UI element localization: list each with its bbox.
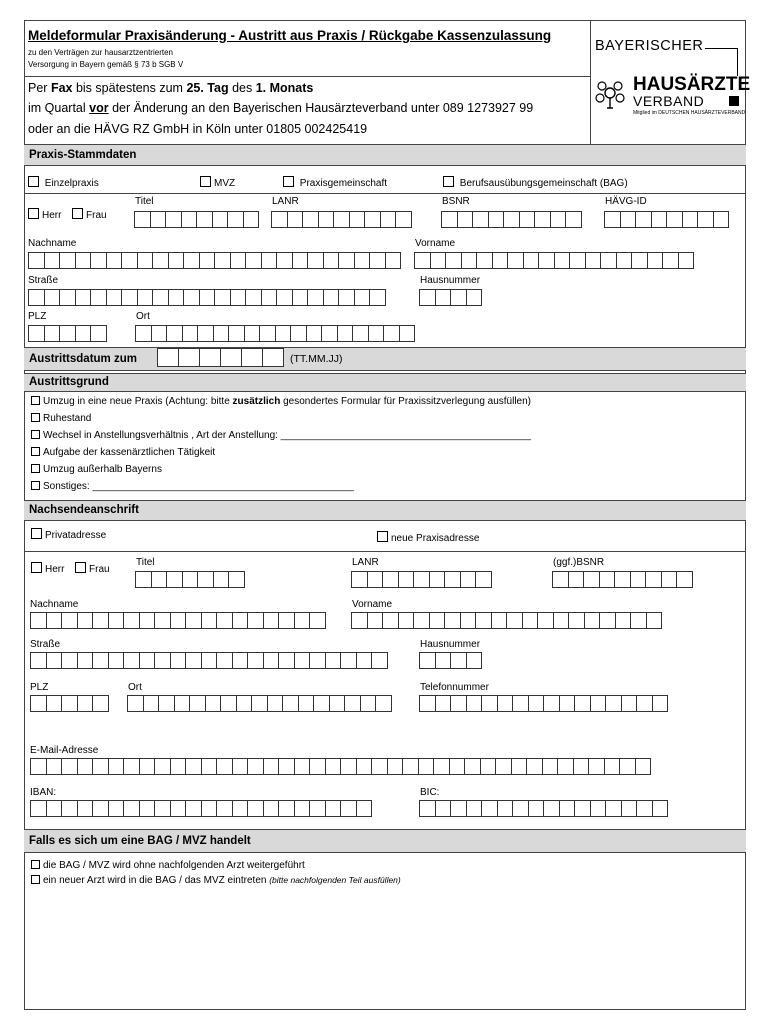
label-vorname: Vorname (415, 238, 456, 249)
label-haevg-id: HÄVG-ID (605, 196, 647, 207)
nachsende-label-lanr: LANR (352, 557, 379, 568)
nachsende-ort-cells[interactable] (127, 695, 392, 712)
nachsende-label-ort: Ort (128, 682, 142, 693)
nachsende-telefon-cells[interactable] (419, 695, 668, 712)
plz-cells[interactable] (28, 325, 107, 342)
nachsende-bic-cells[interactable] (419, 800, 668, 817)
austrittsdatum-cells[interactable] (157, 348, 284, 367)
nachsende-label-iban: IBAN: (30, 787, 57, 798)
nachsende-label-telefon: Telefonnummer (420, 682, 489, 693)
label-lanr: LANR (272, 196, 299, 207)
strasse-cells[interactable] (28, 289, 386, 306)
checkbox-neue-praxisadresse[interactable]: neue Praxisadresse (377, 531, 479, 544)
checkbox-privatadresse[interactable]: Privatadresse (31, 528, 106, 541)
section-austrittsdatum: Austrittsdatum zum (24, 347, 746, 371)
nachsende-label-strasse: Straße (30, 639, 61, 650)
label-bsnr: BSNR (442, 196, 470, 207)
checkbox-bag[interactable]: Berufsausübungsgemeinschaft (BAG) (443, 176, 628, 189)
verband-logo: BAYERISCHER HAUSÄRZTE VERBAND Mitglied im DEUTSCHEN HAUSÄRZTEVERBAND (595, 38, 751, 116)
reason-neue-praxis[interactable]: Umzug in eine neue Praxis (Achtung: bitte zusätzlich gesondertes Formular für Praxissitzverlegung ausfüllen) (31, 396, 531, 407)
nachsende-label-email: E-Mail-Adresse (30, 745, 99, 756)
nachsende-label-vorname: Vorname (352, 599, 393, 610)
date-format-hint: (TT.MM.JJ) (290, 353, 343, 365)
ort-cells[interactable] (135, 325, 415, 342)
label-ort: Ort (136, 311, 150, 322)
nachsende-label-bsnr: (ggf.)BSNR (553, 557, 605, 568)
section-bag-mvz: Falls es sich um eine BAG / MVZ handelt (24, 829, 746, 853)
nachsende-vorname-cells[interactable] (351, 612, 662, 629)
nachsende-titel-cells[interactable] (135, 571, 245, 588)
reason-ruhestand[interactable]: Ruhestand (31, 413, 91, 424)
nachsende-checkbox-herr[interactable]: Herr (31, 562, 64, 575)
nachsende-label-hausnummer: Hausnummer (420, 639, 481, 650)
section-nachsendeanschrift: Nachsendeanschrift (24, 500, 746, 521)
nachsende-checkbox-frau[interactable]: Frau (75, 562, 110, 575)
fax-instruction-line-2: im Quartal vor der Änderung an den Bayerischen Hausärzteverband unter 089 1273927 99 (28, 101, 534, 115)
nachsende-plz-cells[interactable] (30, 695, 109, 712)
bsnr-cells[interactable] (441, 211, 582, 228)
nachsende-label-plz: PLZ (30, 682, 49, 693)
nachsende-strasse-cells[interactable] (30, 652, 388, 669)
titel-cells[interactable] (134, 211, 259, 228)
nachsende-label-nachname: Nachname (30, 599, 79, 610)
nachsende-email-cells[interactable] (30, 758, 651, 775)
label-plz: PLZ (28, 311, 47, 322)
subtitle-line-2: Versorgung in Bayern gemäß § 73 b SGB V (28, 60, 184, 69)
subtitle-line-1: zu den Verträgen zur hausarztzentrierten (28, 48, 173, 57)
reason-sonstiges[interactable]: Sonstiges: _______________________________________________ (31, 481, 354, 492)
form-title: Meldeformular Praxisänderung - Austritt aus Praxis / Rückgabe Kassenzulassung (28, 28, 552, 43)
lanr-cells[interactable] (271, 211, 412, 228)
label-strasse: Straße (28, 275, 59, 286)
section-austrittsgrund: Austrittsgrund (24, 373, 746, 392)
label-hausnummer: Hausnummer (420, 275, 481, 286)
checkbox-mvz[interactable]: MVZ (200, 176, 235, 189)
checkbox-frau[interactable]: Frau (72, 208, 107, 221)
fax-instruction-line-3: oder an die HÄVG RZ GmbH in Köln unter 01805 002425419 (28, 122, 368, 136)
nachsende-iban-cells[interactable] (30, 800, 372, 817)
haevg-id-cells[interactable] (604, 211, 729, 228)
tree-logo-icon (593, 76, 627, 110)
label-nachname: Nachname (28, 238, 77, 249)
reason-aufgabe[interactable]: Aufgabe der kassenärztlichen Tätigkeit (31, 447, 215, 458)
fax-instruction-line-1: Per Fax bis spätestens zum 25. Tag des 1. Monats (28, 81, 314, 95)
nachname-cells[interactable] (28, 252, 401, 269)
nachsende-nachname-cells[interactable] (30, 612, 326, 629)
checkbox-praxisgemeinschaft[interactable]: Praxisgemeinschaft (283, 176, 387, 189)
nachsende-label-bic: BIC: (420, 787, 440, 798)
vorname-cells[interactable] (414, 252, 694, 269)
bag-option-weitergefuehrt[interactable]: die BAG / MVZ wird ohne nachfolgenden Arzt weitergeführt (31, 860, 305, 871)
nachsende-label-titel: Titel (136, 557, 155, 568)
nachsende-hausnummer-cells[interactable] (419, 652, 482, 669)
reason-umzug-ausserhalb[interactable]: Umzug außerhalb Bayerns (31, 464, 162, 475)
reason-anstellung[interactable]: Wechsel in Anstellungsverhältnis , Art der Anstellung: _____________________________________________ (31, 430, 531, 441)
section-praxis-stammdaten: Praxis-Stammdaten (24, 144, 746, 166)
nachsende-lanr-cells[interactable] (351, 571, 492, 588)
hausnummer-cells[interactable] (419, 289, 482, 306)
checkbox-einzelpraxis[interactable]: Einzelpraxis (28, 176, 99, 189)
bag-option-neuer-arzt[interactable]: ein neuer Arzt wird in die BAG / das MVZ eintreten (bitte nachfolgenden Teil ausfüllen) (31, 875, 401, 886)
checkbox-herr[interactable]: Herr (28, 208, 61, 221)
label-titel: Titel (135, 196, 154, 207)
nachsende-bsnr-cells[interactable] (552, 571, 693, 588)
